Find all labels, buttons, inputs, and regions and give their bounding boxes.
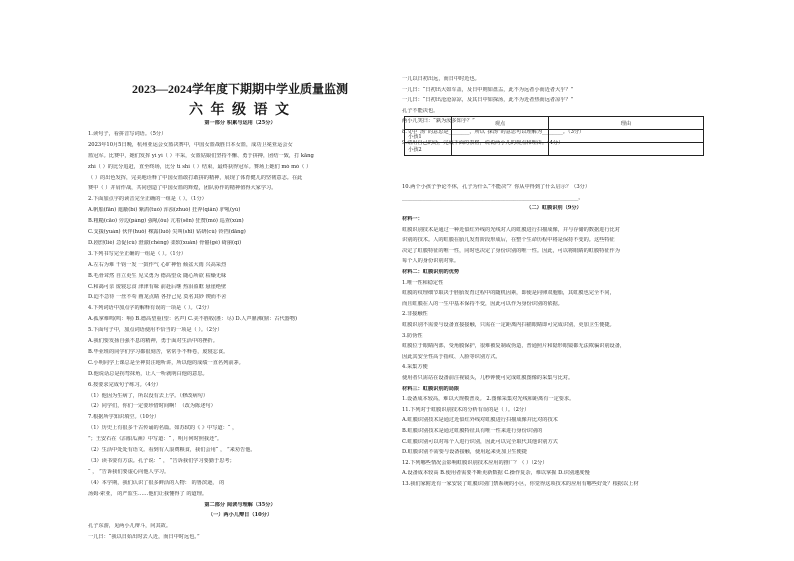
text-line: 2023年10月5日晚，杭州亚运会女篮决赛中，中国女篮战胜日本女篮，成功卫冕亚运会女 — [88, 141, 293, 148]
table-header-empty — [405, 117, 452, 130]
text-line: 孔子不能决也。 — [402, 107, 439, 114]
text-line: 11.下列对于虹膜识别技术的分析有误的是（ ）。（2分） — [402, 406, 530, 413]
text-line: 10.两个小孩子争论不休，孔子为什么“不能决”？你从中得到了什么启示？（3分） — [402, 184, 591, 191]
text-line: 汤姆·索亚， 的严监生……他们让我懂得了 的道理。 — [88, 490, 208, 497]
text-line: （ ）的出色发挥，完美地诠释了中国女篮敢打敢拼的精神，展现了体育健儿的坚韧意志。在此 — [88, 174, 303, 181]
text-line: 1.读句子，看拼音写词语。（5分） — [88, 130, 167, 137]
text-line: D.虹膜识别不需要与设备接触，使用起来更加卫生便捷 — [402, 449, 527, 456]
text-line: 一儿曰：“我以日始出时去人近，而日中时远也。” — [88, 534, 200, 541]
text-line: A.左右为难 千钧一发 一鼓作气 心旷神怡 倾盆大雨 兴高采烈 — [88, 261, 227, 268]
table-header-reason: 理由 — [549, 117, 704, 130]
text-line: 一儿曰：“日初出沧沧凉凉，及其日中如探汤，此不为近者热而远者凉乎？” — [402, 97, 574, 104]
text-line: 1.唯一性和稳定性 — [402, 279, 444, 286]
text-line: D.他说话总是拐弯抹角，让人一听就明白他的意思。 — [88, 370, 208, 377]
text-line: 材料三：虹膜识别的局限 — [402, 385, 460, 392]
text-line: 2.下面加点字的读音完全正确的一组是（ ）。（1分） — [88, 196, 207, 203]
text-line: C.虹膜识别可以对每个人进行识别，因此可以完全取代其他识别方式 — [402, 438, 558, 445]
text-line: 3.防伪性 — [402, 332, 423, 339]
text-line: 1.设备成本较高，难以大规模普及。 2.图像采集对光线和距离有一定要求。 — [402, 396, 575, 403]
text-line: 虹膜识别技术是通过一种近似红外线的光线对人的虹膜进行扫描成像，并与存储的数据进行比对 — [402, 226, 620, 233]
text-line: C.支援(yuán) 伙伴(huǒ) 裸露(luǒ) 尖叫(shī) 钻研(cú) 铃铛(dāng) — [88, 229, 246, 235]
text-line: 每个人的身份识别对象。 — [402, 258, 460, 265]
text-line: 决定了虹膜特征的唯一性，同时也决定了身份识别的唯一性。因此，可以将眼睛的虹膜特征作为 — [402, 247, 620, 254]
text-line: （3）读书要有方法。孔子说：“ ， ”告诉我们学习要勤于思考； — [88, 457, 235, 464]
text-line: 9.请用自己的话，完成下面的表格，说说两小儿的观点和理由。（4分） — [402, 139, 564, 146]
table-cell[interactable] — [452, 130, 549, 143]
right-column — [402, 0, 706, 561]
text-line: 4.下列词语中加点字的解释有误的一项是（ ）。（2分） — [88, 305, 213, 312]
text-line: 而且虹膜在人的一生中基本保持不变，因此可以作为身份识别的依据。 — [402, 300, 563, 307]
table-row-label: 小孩1 — [405, 130, 452, 143]
text-line: 篮冠军。比赛中，她们发挥 yì yì（ ）丰采，女篮姑娘们坚持不懈、勇于拼搏，团结一致，打 kāng — [88, 152, 314, 159]
text-line: 13.我们家附近有一家安装了虹膜识别门禁系统的小区，你觉得这项技术的应用有哪些好处？根据以上材 — [402, 481, 639, 487]
section-heading: 第一部分 积累与运用（25分） — [204, 120, 276, 126]
table-row-label: 小孩2 — [405, 143, 452, 156]
text-line: （2）同学们，你们一定要珍惜时间啊！（改为陈述句） — [88, 403, 216, 410]
exam-title: 2023—2024学年度下期期中学业质量监测 — [131, 82, 348, 96]
text-line: 赛中（ ）并肩作战，共同创造了中国女篮的辉煌，团队协作的精神值得大家学习。 — [88, 185, 277, 192]
text-line: 因此其安全性高于指纹、人脸等识别方式。 — [402, 353, 501, 360]
table-cell[interactable] — [549, 143, 704, 156]
text-line: 一儿曰：“日初出大如车盖，及日中则如盘盂，此不为远者小而近者大乎？” — [402, 86, 574, 93]
text-line: B.虹膜识别技术是通过虹膜特征具有唯一性来进行身份识别的 — [402, 428, 543, 434]
text-line: 孔子东游，见两小儿辩斗，问其故。 — [88, 523, 172, 530]
text-line: 识别的技术。人的虹膜在胎儿发育阶段形成后，在整个生命历程中将是保持不变的。这些特征 — [402, 237, 615, 244]
text-line: （1）他因为生病了，所以没有去上学。（修改病句） — [88, 392, 209, 399]
text-line: C.和蔼可亲 废寝忘食 津津有味 前赴后继 热泪盈眶 悬崖绝壁 — [88, 283, 227, 290]
text-line: 4.采集方便 — [402, 364, 428, 371]
text-line: 一儿以日初出远，而日中时近也。 — [402, 76, 480, 82]
text-line: ”；王安石在《泊船瓜洲》中写道：“ ，明月何时照我还”。 — [88, 436, 223, 443]
text-line: 12.下列哪些情况会影响虹膜识别技术应用的推广？（ ）（2分） — [402, 459, 548, 466]
table-header-view: 观点 — [452, 117, 549, 130]
text-line: B.毕业班的同学们学习都很刻苦，常常手不释卷，废寝忘食。 — [88, 348, 229, 355]
text-line: 虹膜识别不需要与设备直接接触，只需在一定距离内扫描眼睛即可完成识别，更加卫生便捷。 — [402, 322, 615, 328]
section-heading: 第二部分 阅读与理解（35分） — [204, 501, 276, 508]
text-line: A.我们要发扬自强不息的精神，勇于面对生活中的挫折。 — [88, 338, 218, 344]
text-line: B.粗糙(cāo) 旁边(páng) 强吼(ǒu) 亢着(sēn) 狂赞(mò) 巡查(xún) — [88, 218, 244, 225]
text-line: 材料一： — [402, 216, 423, 222]
text-line: 虹膜位于眼睛内部，受角膜保护，很难被复制或伪造，普通照片和隐形眼镜都无法欺骗识别设备， — [402, 343, 626, 350]
text-line: C.小明同学上课总是全神贯注地听讲，所以他的成绩一直名列前茅。 — [88, 359, 244, 366]
text-line: （2）生活中处处有语文。看到有人浪费粮食，我们会用“ ， ”来劝告他。 — [88, 447, 256, 453]
text-line: 材料二：虹膜识别的优势 — [402, 269, 460, 275]
text-line: “ ， ”告诉我们要虚心向他人学习。 — [88, 468, 170, 475]
text-line: （1）历史上有很多千古传诵的名篇。如苏轼的《 》中写道：“ ， — [88, 425, 238, 432]
text-line: 3.下列书写完全正确的一组是（ ）。（1分） — [88, 250, 187, 257]
text-line: D.迫不急待 一丝不苟 画龙点睛 各抒己见 莫名其妙 锲而不舍 — [88, 294, 227, 301]
text-line: D.剧烈(liè) 急促(cù) 澄澈(chéng) 柔软(xuǎn) 骨骼(gé) 绮丽(qǐ) — [88, 239, 242, 246]
table-cell[interactable] — [452, 143, 549, 156]
text-line: B.毛骨耸然 自立更生 见义勇为 德高望众 随心所欲 枯燥无味 — [88, 272, 227, 279]
subject-title: 六 年 级 语 文 — [189, 103, 291, 118]
text-line: 2.非接触性 — [402, 311, 428, 318]
text-line: 7.根据所学知识填空。（10分） — [88, 414, 160, 421]
table-cell[interactable] — [549, 130, 704, 143]
text-line: A.孤掌难鸣(鸣：响) B.德高望重(望：名声) C.美不胜收(胜：尽) D.人声鼎沸(鼎：古代器物) — [88, 316, 298, 323]
text-line: （二）虹膜识别（9分） — [526, 205, 582, 212]
text-line: 5.下面句子中，加点词语使用不恰当的一项是（ ）。（2分） — [88, 327, 223, 334]
text-line: A.设备成本较高 B.使用者需要不断更新数据 C.操作复杂，难以掌握 D.识别速度慢 — [402, 470, 590, 477]
text-line: （一）两小儿辩日（10分） — [207, 512, 273, 519]
text-line: A.帆船(fān) 遮蔽(bì) 紫鸽(tuó) 浑浊(zhuó) 狂奔(qiǎn) 驴吼(yú) — [88, 207, 241, 214]
left-column — [88, 0, 392, 561]
text-line: 使用者只需站在设备前注视镜头，几秒钟便可完成虹膜图像的采集与比对。 — [402, 375, 574, 381]
text-line: 8.文中“汤”的意思是________，所以“探汤”的意思可以理解为________。（3分） — [402, 129, 585, 135]
answer-table — [404, 116, 704, 156]
text-line: （4）本学期，我们认识了很多鲜活的人物： 的鲁滨逊， 的 — [88, 479, 225, 486]
text-line: ____________________________________________________________________。 — [402, 194, 584, 201]
text-line: 虹膜的纹理细节取决于胚胎发育过程中的随机因素，即使是同卵双胞胎，其虹膜也完全不同， — [402, 290, 615, 297]
text-line: zhì（ ）的比分追赶，直至终场，比分 tí shì（ ）结束，最终获得冠军。赛场上她们 mò mò（ ） — [88, 163, 312, 170]
text-line: 两小儿笑曰：“孰为汝多知乎？” — [402, 118, 475, 125]
text-line: A.虹膜识别技术是通过近似红外线对虹膜进行扫描成像并比对的技术 — [402, 417, 558, 424]
text-line: 6.按要求完成句子练习。（4分） — [88, 381, 162, 388]
